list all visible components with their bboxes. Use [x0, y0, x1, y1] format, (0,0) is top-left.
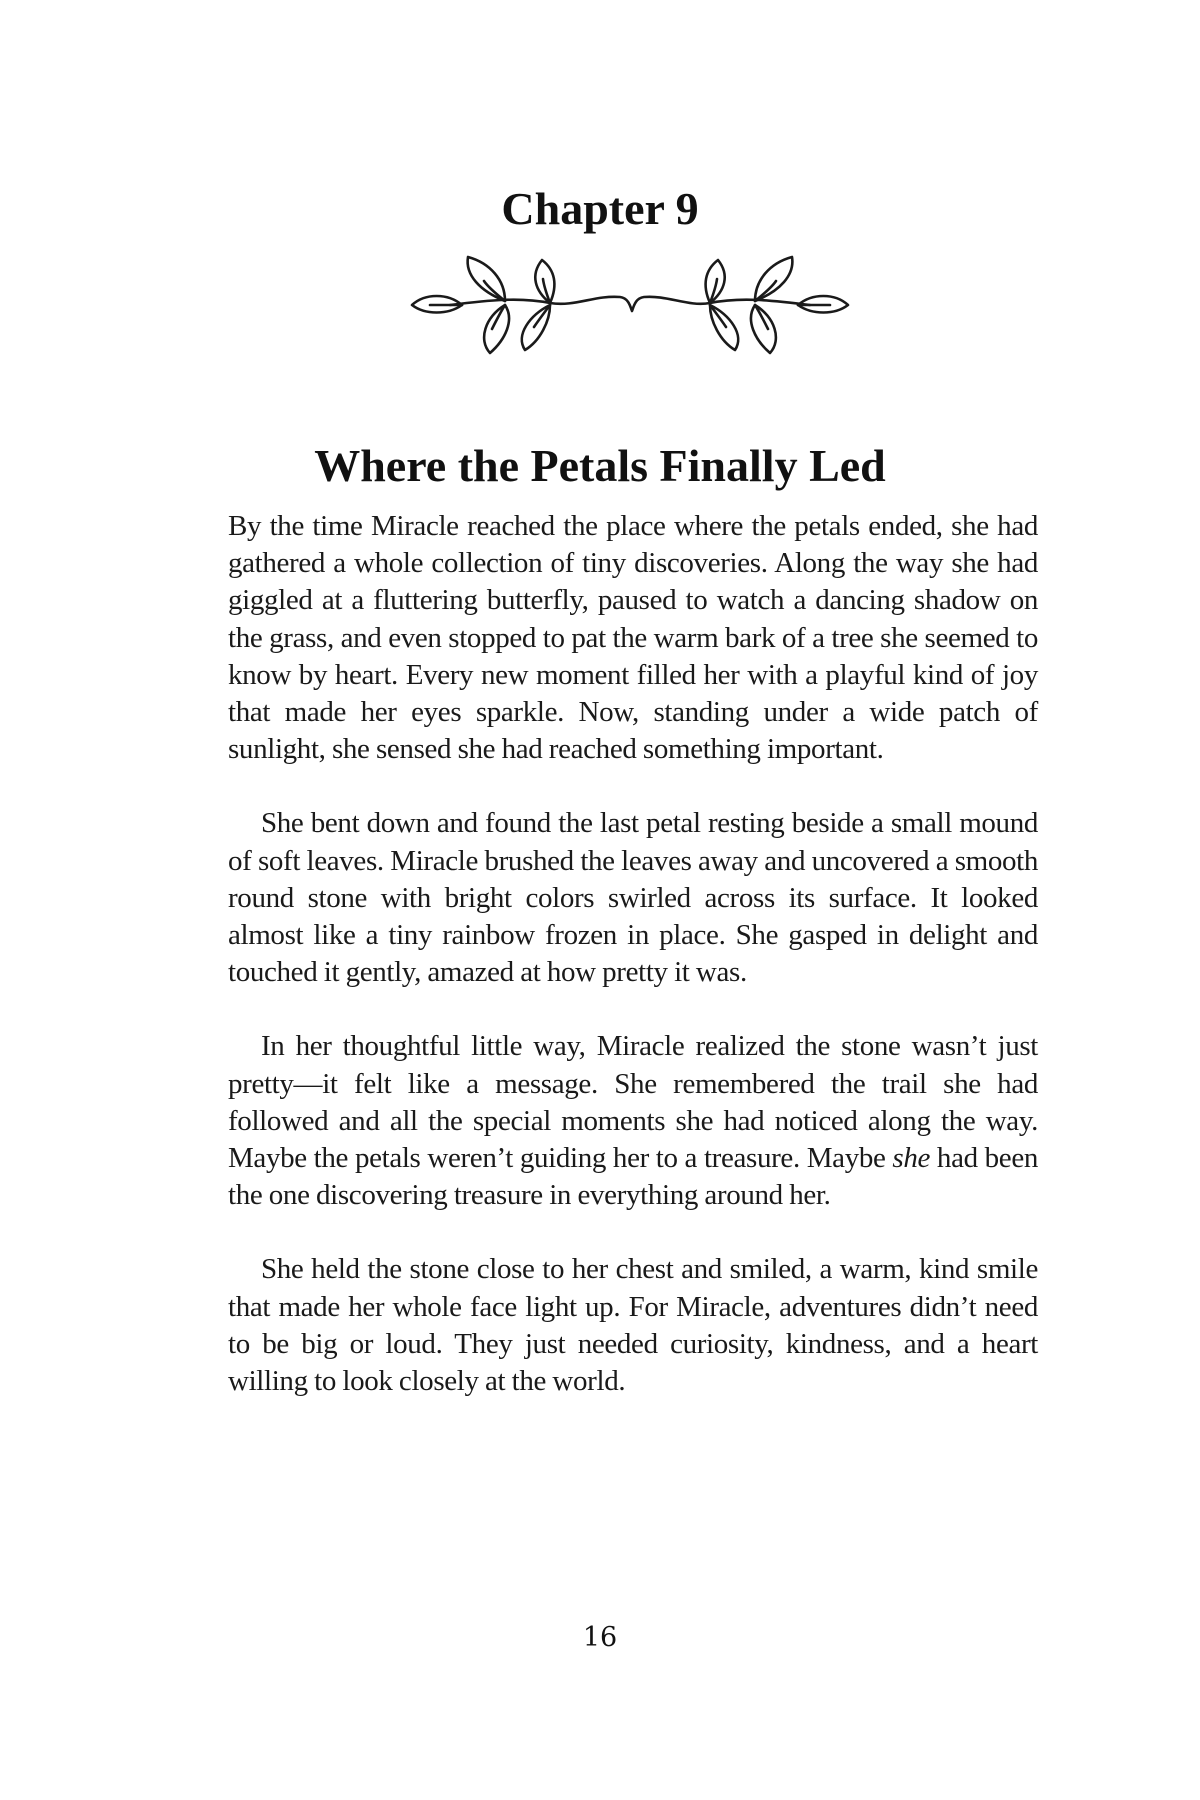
paragraph-4: She held the stone close to her chest and smiled, a warm, kind smile that made her whole face light up. For Miracle, adventures didn’t need to be big or loud. They just needed curiosity, kindness, and a heart willing to look closely at the world. [228, 1253, 1038, 1398]
chapter-title: Where the Petals Finally Led [314, 440, 886, 492]
chapter-body [228, 508, 1038, 1437]
page-number: 16 [582, 1622, 618, 1653]
paragraph-2: She bent down and found the last petal resting beside a small mound of soft leaves. Miracle brushed the leaves away and uncovered a smooth round stone with bright colors swirled across its surface. It looked almost like a tiny rainbow frozen in place. She gasped in delight and touched it gently, amazed at how pretty it was. [228, 807, 1038, 989]
paragraph-3-start: In her thoughtful little way, Miracle realized the stone wasn’t just pretty—it felt like a message. She remembered the trail she had followed and all the special moments she had noticed along the way. Maybe the petals weren’t guiding her to a treasure. Maybe [228, 1030, 1038, 1175]
paragraph-3 [228, 1028, 1038, 1214]
chapter-number: Chapter 9 [501, 182, 699, 234]
paragraph-3-end: had been the one discovering treasure in everything around her. [228, 1142, 1038, 1212]
paragraph-1: By the time Miracle reached the place where the petals ended, she had gathered a whole collection of tiny discoveries. Along the way she had giggled at a fluttering butterfly, paused to watch a dancing shadow on the grass, and even stopped to pat the warm bark of a tree she seemed to know by heart. Every new moment filled her with a playful kind of joy that made her eyes sparkle. Now, standing under a wide patch of sunlight, she sensed she had reached something important. [228, 510, 1038, 766]
leafy-vine-divider-icon [410, 255, 850, 360]
emphasized-word: she [892, 1142, 931, 1175]
